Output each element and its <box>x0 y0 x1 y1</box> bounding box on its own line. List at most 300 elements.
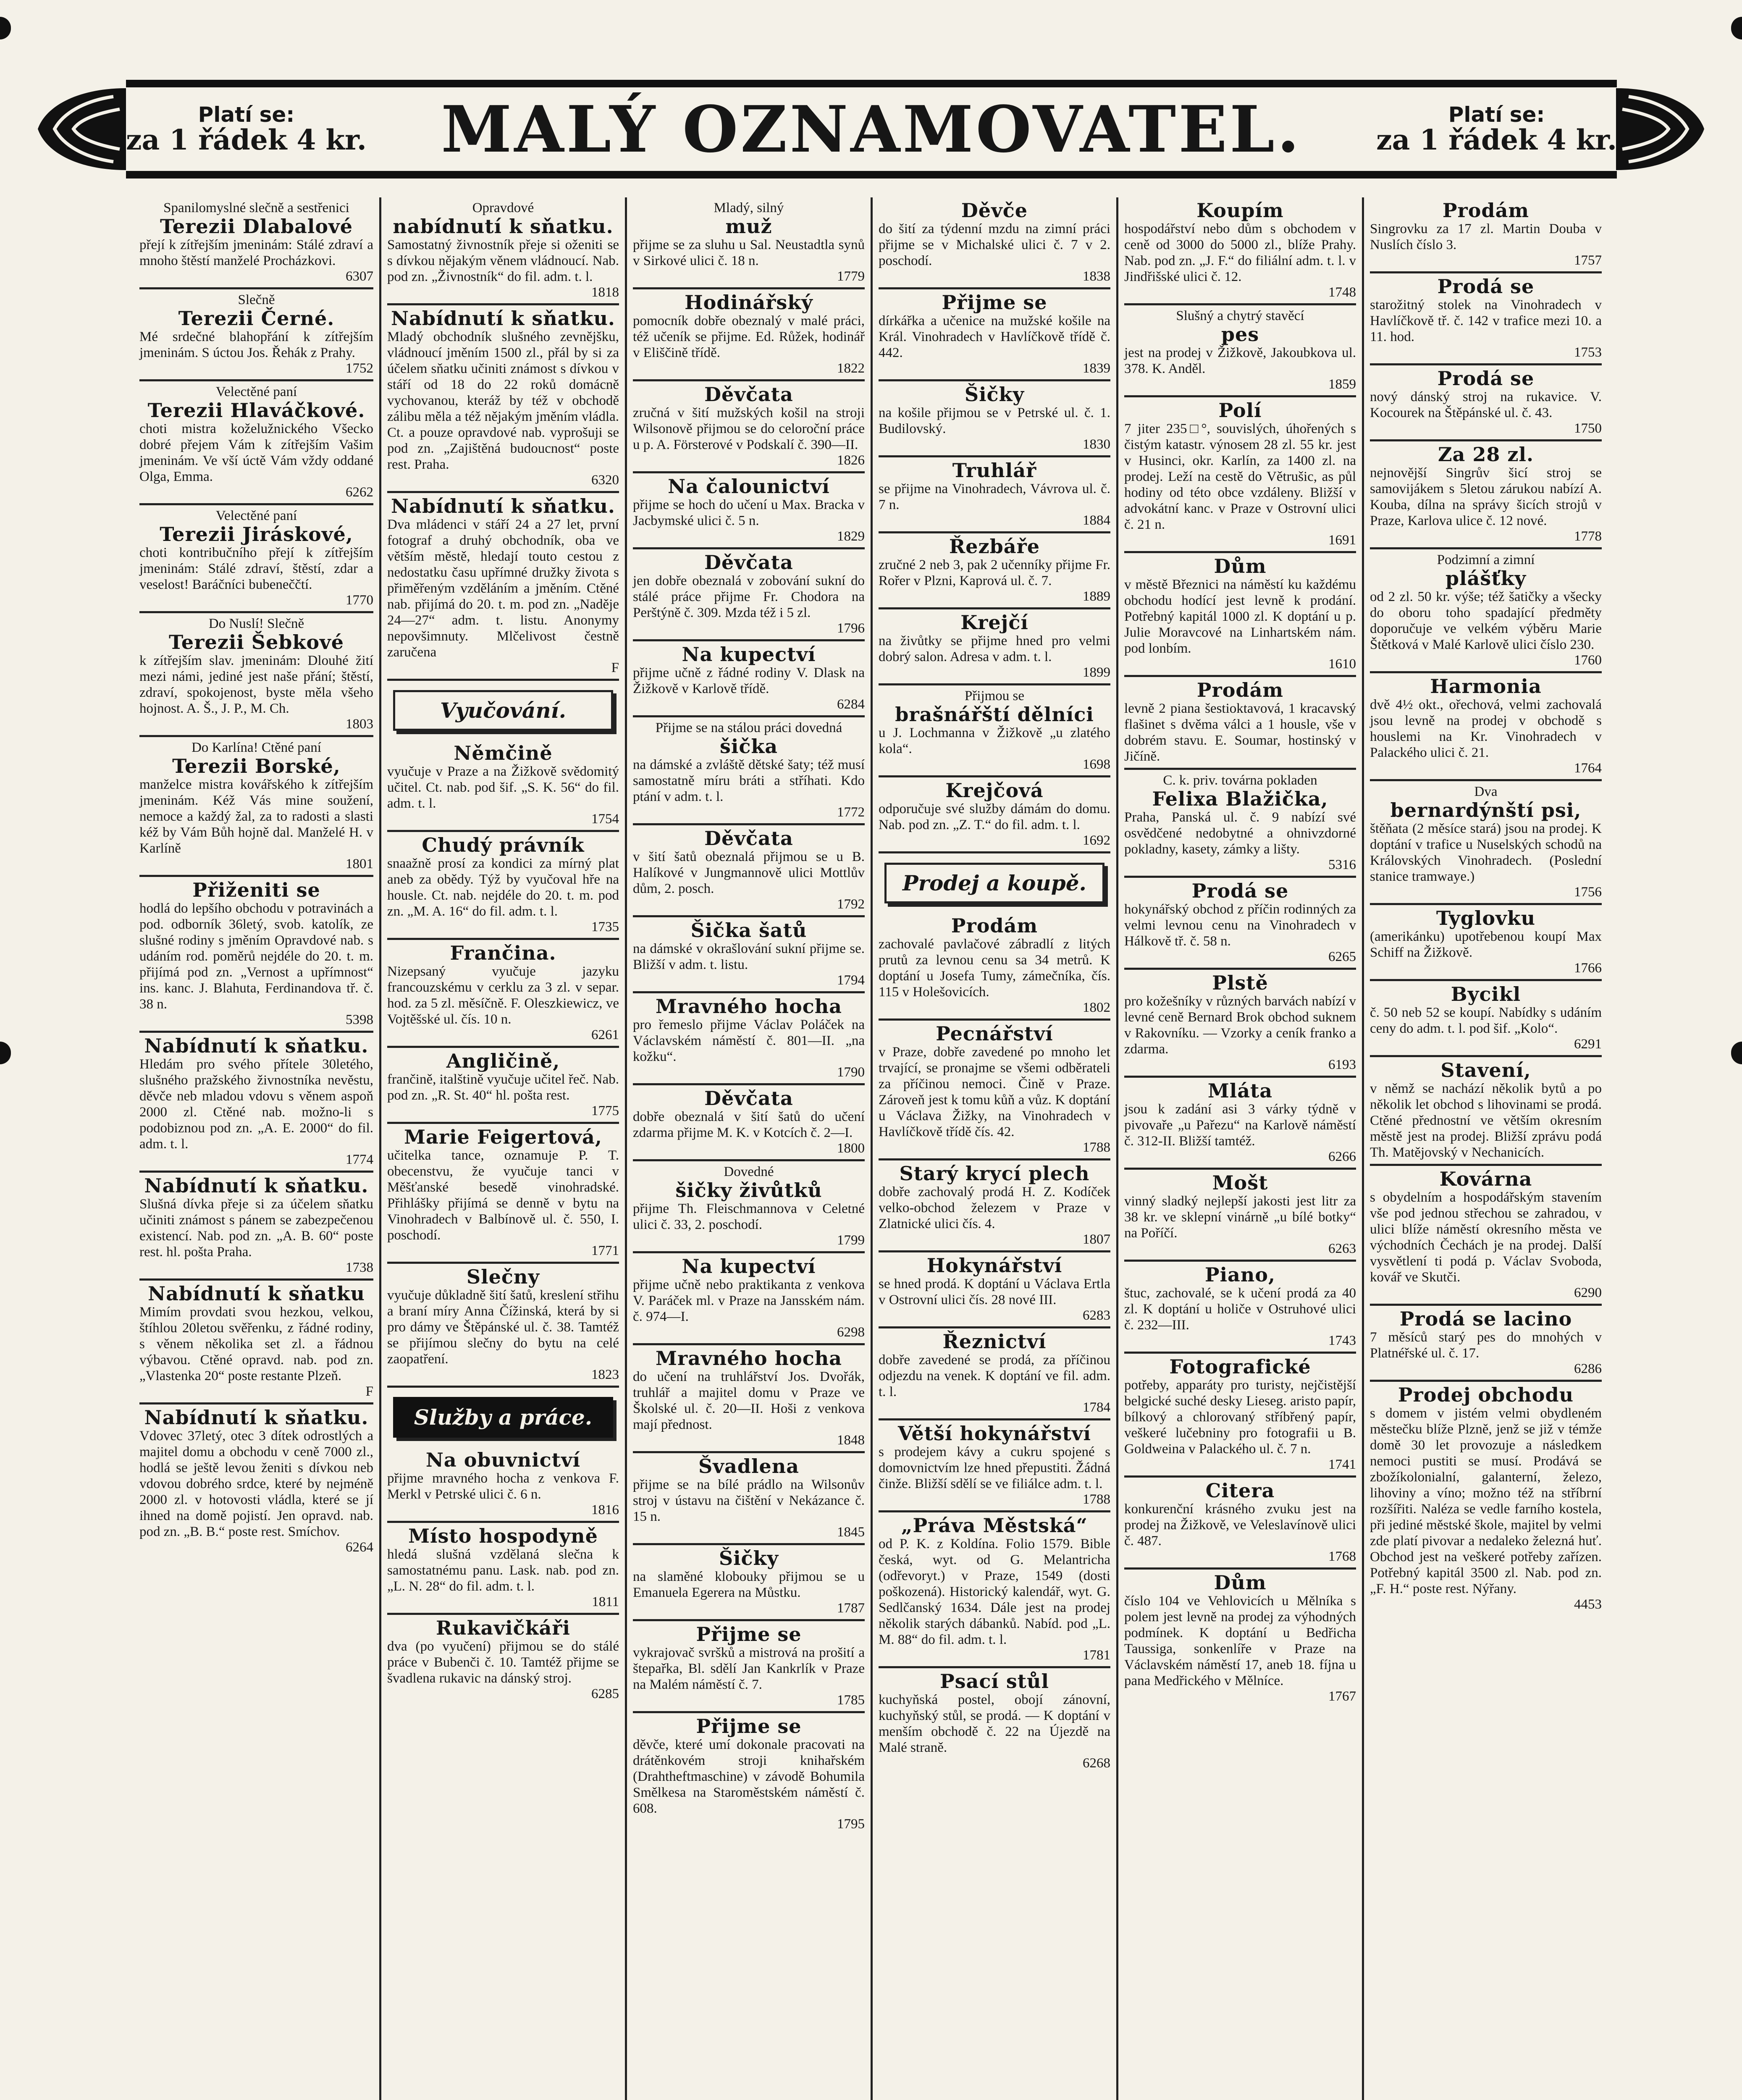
ad-body: jsou k zadání asi 3 várky týdně v pivovaře „u Pařezu“ na Karlově náměstí č. 312-II. Bližší tamtéž. <box>1124 1102 1356 1149</box>
classified-ad <box>633 717 865 825</box>
ad-body: vykrajovač svršků a mistrová na prošití a štepařka, Bl. sdělí Jan Kankrlík v Praze na Malém náměstí č. 7. <box>633 1645 865 1692</box>
ad-number: 1741 <box>1328 1457 1356 1472</box>
ad-headline: Prodá se <box>1437 367 1535 390</box>
ad-headline: Dům <box>1214 555 1267 578</box>
ad-headline: Děvče <box>961 199 1028 222</box>
ad-number: 1788 <box>1083 1140 1110 1155</box>
ad-headline: „Práva Městská“ <box>901 1514 1088 1537</box>
ad-body: přijme se na bílé prádlo na Wilsonův stroj v ústavu na čištění v Nekázance č. 15 n. <box>633 1477 865 1524</box>
ad-body: s prodejem kávy a cukru spojené s domovnictvím lze hned přepustiti. Žádná činže. Bližší sdělí se ve filiálce adm. t. l. <box>879 1444 1110 1491</box>
price-label: Platí se: <box>1448 102 1545 127</box>
classified-columns <box>134 197 1608 2100</box>
classified-ad <box>879 1328 1110 1420</box>
ad-number: 6193 <box>1328 1057 1356 1072</box>
ad-body: pomocník dobře obeznalý v malé práci, též učeník se přijme. Ed. Růžek, hodinář v Eliščině třídě. <box>633 313 865 360</box>
classified-ad <box>1370 549 1602 673</box>
ad-body: Nizepsaný vyučuje jazyku francouzskému v cerklu za 3 zl. v separ. hod. za 5 zl. měsíčně. F. Oleszkiewicz, ve Vojtěšské ul. čís. 10 n. <box>387 964 619 1027</box>
ad-headline: Hodinářský <box>685 291 813 314</box>
ad-headline: Mláta <box>1207 1079 1273 1102</box>
ad-body: vyučuje v Praze a na Žižkově svědomitý učitel. Ct. nab. pod šif. „S. K. 56“ do fil. adm. t. l. <box>387 764 619 811</box>
ad-body: přijme se hoch do učení u Max. Bracka v Jacbymské ulici č. 5 n. <box>633 497 865 528</box>
ad-number: 6291 <box>1574 1037 1602 1052</box>
classified-ad <box>633 1161 865 1253</box>
ad-number: 6268 <box>1083 1756 1110 1771</box>
ad-body: přijme Th. Fleischmannova v Celetné ulici č. 33, 2. poschodí. <box>633 1201 865 1232</box>
ad-number: 6290 <box>1574 1285 1602 1300</box>
ad-body: od 2 zl. 50 kr. výše; též šatičky a všecky do oboru toho spadající předměty doporučuje ve velkém výběru Marie Štětková v Malé Karlově ulici číslo 230. <box>1370 589 1602 652</box>
ad-headline: Harmonia <box>1430 675 1542 698</box>
ad-headline: šičky živůtků <box>675 1179 822 1202</box>
ad-body: na dámské v okrašlování sukní přijme se. Bližší v adm. t. listu. <box>633 941 865 972</box>
ad-body: na živůtky se přijme hned pro velmi dobrý salon. Adresa v adm. t. l. <box>879 633 1110 664</box>
ad-body: u J. Lochmanna v Žižkově „u zlatého kola“. <box>879 725 1110 756</box>
classified-ad <box>1124 770 1356 878</box>
classified-ad <box>1370 673 1602 781</box>
ad-headline: Šičky <box>719 1547 779 1570</box>
ad-number: F <box>365 1384 373 1399</box>
ad-column <box>1362 197 1608 2100</box>
classified-ad <box>1124 878 1356 970</box>
ad-number: 1781 <box>1083 1648 1110 1663</box>
classified-ad <box>139 1033 373 1173</box>
classified-ad <box>633 641 865 717</box>
ad-body: choti mistra koželužnického Všecko dobré přejem Vám k zítřejším Vašim jmeninám. Ve vší úctě Vám vždy oddané Olga, Emma. <box>139 421 373 484</box>
ad-number: 1816 <box>591 1502 619 1517</box>
classified-ad <box>1124 553 1356 677</box>
classified-ad <box>139 737 373 877</box>
ad-intro: Přijme se na stálou práci dovedná <box>655 720 842 735</box>
ad-body: dírkářka a učenice na mužské košile na Král. Vinohradech v Havlíčkově třídě č. 442. <box>879 313 1110 360</box>
ad-body: štěňata (2 měsíce stará) jsou na prodej. K doptání v trafice u Nuselských schodů na Královských Vinohradech. (Poslední stanice tramwaye.) <box>1370 821 1602 884</box>
classified-ad <box>1124 1170 1356 1262</box>
ad-intro: Spanilomyslné slečně a sestřenici <box>163 200 349 215</box>
ad-number: 6266 <box>1328 1149 1356 1164</box>
ad-headline: Nabídnutí k sňatku <box>148 1282 365 1305</box>
ad-number: 6285 <box>591 1686 619 1701</box>
classified-ad <box>1370 1306 1602 1382</box>
classified-ad <box>633 1545 865 1621</box>
ad-headline: Na čalounictví <box>668 475 830 498</box>
classified-ad <box>879 533 1110 609</box>
price-value: za 1 řádek 4 kr. <box>126 123 367 157</box>
ad-intro: Mladý, silný <box>714 200 784 215</box>
classified-ad <box>879 1160 1110 1252</box>
ornament-right-icon <box>1616 80 1713 178</box>
ad-intro: Přijmou se <box>964 688 1025 704</box>
classified-ad <box>1124 677 1356 770</box>
ad-body: jen dobře obeznalá v zobování sukní do stálé práce přijme Fr. Chodora na Perštýně č. 309. Mzda též i 5 zl. <box>633 573 865 620</box>
ad-headline: Nabídnutí k sňatku. <box>144 1034 369 1057</box>
ad-headline: Větší hokynářství <box>898 1422 1091 1445</box>
ad-headline: Kovárna <box>1439 1168 1532 1190</box>
ad-number: 1767 <box>1328 1689 1356 1704</box>
punch-hole <box>1731 17 1742 39</box>
classified-ad <box>633 917 865 993</box>
ad-number: 1802 <box>1083 1000 1110 1015</box>
classified-ad <box>387 305 619 493</box>
ad-headline: Krejčí <box>960 611 1028 634</box>
classified-ad <box>139 1404 373 1558</box>
ad-headline: Dům <box>1214 1571 1267 1594</box>
classified-ad <box>1370 197 1602 273</box>
classified-ad <box>139 877 373 1033</box>
classified-ad <box>387 1447 619 1523</box>
ad-number: 6262 <box>346 485 373 500</box>
classified-ad <box>633 1713 865 1835</box>
ad-intro: C. k. priv. továrna pokladen <box>1163 773 1317 788</box>
ad-headline: Hokynářství <box>926 1254 1063 1277</box>
ad-headline: Nabídnutí k sňatku. <box>391 495 615 517</box>
classified-ad <box>1124 397 1356 553</box>
ad-number: 6283 <box>1083 1308 1110 1323</box>
ad-headline: Šička šatů <box>690 919 807 942</box>
classified-ad <box>879 777 1110 853</box>
classified-ad <box>1370 981 1602 1057</box>
section-heading: Prodej a koupě. <box>884 863 1104 903</box>
classified-ad <box>879 1021 1110 1160</box>
ad-body: na slaměné klobouky přijmou se u Emanuela Egerera na Můstku. <box>633 1569 865 1600</box>
ad-body: levně 2 piana šestioktavová, 1 kracavský flašinet s dvěma válci a 1 housle, vše v dobrém stavu. E. Soumar, hostinský v Jičíně. <box>1124 701 1356 764</box>
ad-number: 1889 <box>1083 589 1110 604</box>
classified-ad <box>387 493 619 681</box>
ad-number: 1774 <box>346 1152 373 1167</box>
ad-number: 1822 <box>837 361 865 376</box>
classified-ad <box>1370 273 1602 365</box>
page-title: MALÝ OZNAMOVATEL. <box>441 92 1302 167</box>
ad-headline: Prodám <box>1442 199 1529 222</box>
classified-ad <box>633 473 865 549</box>
ad-body: k zítřejším slav. jmeninám: Dlouhé žití mezi námi, jediné jest naše přání; štěstí, zdraví, spokojenost, byste měla všeho hojnost. A. Š., J. P., M. Ch. <box>139 653 373 716</box>
ad-number: 1771 <box>591 1243 619 1258</box>
ad-headline: Koupím <box>1196 199 1284 222</box>
ad-number: 1760 <box>1574 653 1602 668</box>
right-price-note <box>1376 104 1617 155</box>
ad-number: 1750 <box>1574 421 1602 436</box>
classified-ad <box>387 1124 619 1264</box>
ad-body: pro řemeslo přijme Václav Poláček na Václavském náměstí č. 801—II. „na kožku“. <box>633 1017 865 1064</box>
ad-headline: Pecnářství <box>936 1022 1053 1045</box>
ad-body: v městě Březnici na náměstí ku každému obchodu hodící jest levně k prodání. Potřebný kapitál 1000 zl. K doptání u p. Julie Moravcové na Linhartském nám. pod lonbím. <box>1124 577 1356 656</box>
ad-number: 1610 <box>1328 656 1356 672</box>
ad-headline: Terezii Dlabalové <box>160 215 353 238</box>
classified-ad <box>1124 970 1356 1078</box>
classified-ad <box>139 197 373 289</box>
classified-ad <box>387 1048 619 1124</box>
ad-number: 1830 <box>1083 437 1110 452</box>
classified-ad <box>633 1453 865 1545</box>
ad-number: 1779 <box>837 269 865 284</box>
ad-number: 1794 <box>837 973 865 988</box>
classified-ad <box>633 1621 865 1713</box>
ad-body: nový dánský stroj na rukavice. V. Kocourek na Štěpánské ul. č. 43. <box>1370 389 1602 420</box>
ad-column <box>379 197 625 2100</box>
ad-body: přijme se za sluhu u Sal. Neustadtla synů v Sirkové ulici č. 18 n. <box>633 237 865 268</box>
ad-number: 1770 <box>346 593 373 608</box>
ad-headline: Na kupectví <box>682 1255 816 1278</box>
ad-headline: Terezii Hlaváčkové. <box>147 399 365 422</box>
ad-headline: Němčině <box>454 742 553 764</box>
ad-body: č. 50 neb 52 se koupí. Nabídky s udáním ceny do adm. t. l. pod šif. „Kolo“. <box>1370 1005 1602 1036</box>
ad-number: 1838 <box>1083 269 1110 284</box>
ad-body: hodlá do lepšího obchodu v potravinách a pod. odborník 36letý, svob. katolík, ze slušné rodiny s jměním Opravdové nab. s udáním rod. poměrů nejdéle do 20. t. m. přijímá pod zn. „Vernost a upřímnost“ ins. kanc. J. Blahuta, Ferdinandova tř. č. 38 n. <box>139 901 373 1012</box>
ad-body: choti kontribučního přejí k zítřejším jmeninám: Stálé zdraví, štěstí, zdar a veselost! Baráčníci bubeneččtí. <box>139 545 373 592</box>
classified-ad <box>139 289 373 381</box>
ad-number: 1788 <box>1083 1492 1110 1507</box>
ad-body: se hned prodá. K doptání u Václava Ertla v Ostrovní ulici čís. 28 nové III. <box>879 1276 1110 1307</box>
ad-headline: Slečny <box>466 1265 540 1288</box>
classified-ad <box>387 832 619 940</box>
punch-hole <box>0 1042 11 1064</box>
ad-number: 1753 <box>1574 345 1602 360</box>
classified-ad <box>1370 441 1602 549</box>
ad-number: 6286 <box>1574 1361 1602 1376</box>
ad-headline: Děvčata <box>704 383 793 406</box>
ad-headline: Prodám <box>1196 679 1284 701</box>
ad-number: 6263 <box>1328 1241 1356 1256</box>
classified-ad <box>1124 1354 1356 1478</box>
ad-headline: Frančina. <box>450 942 556 964</box>
ad-headline: Přijme se <box>942 291 1047 314</box>
ad-intro: Dva <box>1474 784 1498 799</box>
ad-body: na dámské a zvláště dětské šaty; též musí samostatně míru bráti a stříhati. Kdo ptání v adm. t. l. <box>633 757 865 804</box>
ad-body: zachovalé pavlačové zábradlí z litých prutů za levnou cenu sa 34 metrů. K doptání u Josefa Tumy, zámečníka, čís. 115 v Holešovicích. <box>879 937 1110 1000</box>
classified-ad <box>1124 1570 1356 1707</box>
ad-number: 6307 <box>346 269 373 284</box>
ad-number: 1698 <box>1083 757 1110 772</box>
classified-ad <box>1370 781 1602 905</box>
ad-number: 1752 <box>346 361 373 376</box>
ad-body: Dva mládenci v stáří 24 a 27 let, první fotograf a druhý obchodník, oba ve větším městě, hledají touto cestou z nedostatku času upřímné družky života s přiměřeným vzděláním a jměním. Ctěné nab. přijímá do 20. t. m. pod zn. „Naděje 24—27“ adm. t. listu. Anonymy nepovšimnuty. Mlčelivost čestně zaručena <box>387 517 619 660</box>
ad-body: vinný sladký nejlepší jakosti jest litr za 38 kr. ve sklepní vinárně „u bílé botky“ na Poříčí. <box>1124 1194 1356 1241</box>
ad-headline: Děvčata <box>704 827 793 850</box>
ad-number: 1743 <box>1328 1333 1356 1348</box>
ad-number: 1823 <box>591 1367 619 1382</box>
ad-number: 1784 <box>1083 1400 1110 1415</box>
ad-number: 1826 <box>837 453 865 468</box>
ad-headline: Prodám <box>951 914 1038 937</box>
ad-body: číslo 104 ve Vehlovicích u Mělníka s polem jest levně na prodej za výhodných podmínek. K doptání u Bedřicha Taussiga, sonkenlíře v Praze na Václavském náměstí 17, aneb 18. fíjna u pana Medřického v Mělníce. <box>1124 1593 1356 1688</box>
ad-body: manželce mistra kovářského k zítřejším jmeninám. Kéž Vás mine soužení, nemoce a každý žal, za to radosti a slasti kéž by Vám Bůh hojně dal. Manželé H. v Karlíně <box>139 777 373 856</box>
ad-body: učitelka tance, oznamuje P. T. obecenstvu, že vyučuje tanci v Měšťanské besedě vinohradské. Přihlášky přijímá se denně v bytu na Vinohradech v Balbínově ul. č. 550, I. poschodí. <box>387 1148 619 1243</box>
ad-number: 1775 <box>591 1103 619 1118</box>
classified-ad <box>633 825 865 917</box>
ad-body: s domem v jistém velmi obydleném městečku blíže Plzně, jenž se již v témže domě 30 let provozuje a následkem nemoci pustiti se musí. Prodává se zbožíkolonialní, galanterní, železo, lihoviny a víno; možno též na stříbrní rozšířiti. Naléza se vedle farního kostela, při jediné městské škole, majitel by velmi zde platí pivovar a nedaleko železná huť. Obchod jest na veškeré potřeby zařízen. Potřebný kapitál 3500 zl. Nab. pod zn. „F. H.“ poste rest. Nýřany. <box>1370 1406 1602 1596</box>
ad-headline: Přijme se <box>696 1623 802 1646</box>
classified-ad <box>633 549 865 641</box>
classified-ad <box>633 1085 865 1161</box>
ad-intro: Velectěné paní <box>215 508 297 523</box>
ad-number: 1899 <box>1083 665 1110 680</box>
ad-headline: brašnářští dělníci <box>895 703 1094 726</box>
ad-body: (amerikánku) upotřebenou koupí Max Schiff na Žižkově. <box>1370 929 1602 960</box>
ad-number: 1748 <box>1328 285 1356 300</box>
ad-headline: Tyglovku <box>1436 907 1536 929</box>
ad-number: 1787 <box>837 1601 865 1616</box>
classified-ad <box>879 1252 1110 1328</box>
ad-body: Singrovku za 17 zl. Martin Douba v Nuslích číslo 3. <box>1370 221 1602 252</box>
ad-headline: Piano, <box>1204 1263 1275 1286</box>
ad-number: 6264 <box>346 1540 373 1555</box>
ad-body: v šití šatů obeznalá přijmou se u B. Halíkové v Jungmannově ulici Mottlův dům, 2. posch. <box>633 849 865 896</box>
ad-headline: Za 28 zl. <box>1438 443 1534 466</box>
ad-headline: Nabídnutí k sňatku. <box>391 307 615 330</box>
ad-number: 1691 <box>1328 533 1356 548</box>
ad-body: na košile přijmou se v Petrské ul. č. 1. Budilovský. <box>879 405 1110 436</box>
ad-body: zručné 2 neb 3, pak 2 učenníky přijme Fr. Rořer v Plzni, Kaprová ul. č. 7. <box>879 557 1110 588</box>
ad-number: 1799 <box>837 1233 865 1248</box>
ad-body: přejí k zítřejším jmeninám: Stálé zdraví a mnoho štěstí manželé Procházkovi. <box>139 237 373 268</box>
ornament-left-icon <box>29 80 126 178</box>
classified-ad <box>879 913 1110 1021</box>
price-label: Platí se: <box>198 102 295 127</box>
classified-ad <box>139 1173 373 1281</box>
classified-ad <box>1370 365 1602 441</box>
classified-ad <box>387 197 619 305</box>
ad-body: konkurenční krásného zvuku jest na prodej na Žižkově, ve Veleslavínově ulici č. 487. <box>1124 1502 1356 1549</box>
ad-body: přijme mravného hocha z venkova F. Merkl v Petrské ulici č. 6 n. <box>387 1471 619 1502</box>
ad-body: Vdovec 37letý, otec 3 dítek odrostlých a majitel domu a obchodu v ceně 7000 zl., hodlá se ještě levou ženiti s dívkou neb vdovou dobrého srdce, které by nejméně 2000 zl. v hotovosti vládla, které se jí ihned na domě pojistí. Jen opravd. nab. pod zn. „B. B.“ poste rest. Smíchov. <box>139 1428 373 1539</box>
section-heading: Vyučování. <box>393 690 613 731</box>
ad-headline: Starý krycí plech <box>899 1162 1090 1185</box>
ad-number: 1796 <box>837 621 865 636</box>
ad-number: 6284 <box>837 697 865 712</box>
ad-number: F <box>611 660 619 675</box>
classified-ad <box>879 381 1110 457</box>
ad-headline: Šičky <box>964 383 1025 406</box>
classified-ad <box>879 685 1110 777</box>
ad-body: Praha, Panská ul. č. 9 nabízí své osvědčené nedobytné a ohnivzdorné pokladny, kasety, zámky a lišty. <box>1124 810 1356 857</box>
ad-intro: Velectěné paní <box>215 384 297 399</box>
ad-number: 6298 <box>837 1325 865 1340</box>
ad-headline: Krejčová <box>945 779 1044 802</box>
ad-body: Mladý obchodník slušného zevnějšku, vládnoucí jměním 1500 zl., přál by si za účelem sňatku učiniti známost s dívkou v stáří od 18 do 22 roků domácně vychovanou, kteráž by též v obchodě zálibu měla a též nějakým jměním vládla. Ct. a pouze opravdové nab. vyprošuji se pod zn. „Zajištěná budoucnost“ poste rest. Praha. <box>387 329 619 472</box>
classified-ad <box>879 1420 1110 1512</box>
ad-headline: Terezii Šebkové <box>168 631 344 654</box>
ad-headline: Přiženiti se <box>192 879 320 901</box>
ad-intro: Slušný a chytrý stavěcí <box>1176 308 1304 323</box>
ad-headline: Švadlena <box>698 1455 799 1478</box>
ad-body: dva (po vyučení) přijmou se do stálé práce v Bubenči č. 10. Tamtéž přijme se švadlena rukavic na dánský stroj. <box>387 1639 619 1686</box>
classified-ad <box>879 1512 1110 1668</box>
classified-ad <box>387 1615 619 1705</box>
ad-body: Slušná dívka přeje si za účelem sňatku učiniti známost s pánem se zabezpečenou existencí. Nab. pod zn. „A. B. 60“ poste rest. hl. pošta Praha. <box>139 1197 373 1260</box>
ad-number: 1803 <box>346 717 373 732</box>
ad-body: od P. K. z Koldína. Folio 1579. Bible česká, wyt. od G. Melantricha (odřevoryt.) v Praze, 1549 (dosti poškozená). Historický kalendář, wyt. G. Sedlčanský 1634. Dále jest na prodej několik starých dábanků. Nabíd. pod „L. M. 88“ do fil. adm. t. l. <box>879 1536 1110 1647</box>
ad-number: 1795 <box>837 1816 865 1832</box>
ad-headline: Citera <box>1205 1479 1275 1502</box>
classified-ad <box>633 289 865 381</box>
classified-ad <box>633 993 865 1085</box>
ad-headline: Místo hospodyně <box>408 1525 598 1547</box>
classified-ad <box>633 1345 865 1453</box>
ad-number: 1807 <box>1083 1232 1110 1247</box>
ad-headline: šička <box>719 735 778 758</box>
ad-headline: pes <box>1221 323 1259 346</box>
ad-number: 1772 <box>837 805 865 820</box>
ad-number: 1800 <box>837 1141 865 1156</box>
ad-headline: bernardýnští psi, <box>1390 799 1582 822</box>
ad-headline: Chudý právník <box>422 834 585 856</box>
ad-body: Hledám pro svého přítele 30letého, slušného pražského živnostníka nevěstu, děvče neb mladou vdovu s věnem aspoň 2000 zl. Ctěné nab. možno-li s podobiznou pod zn. „A. E. 2000“ do fil. adm. t. l. <box>139 1057 373 1152</box>
ad-number: 5316 <box>1328 857 1356 872</box>
ad-headline: Děvčata <box>704 1087 793 1110</box>
ad-body: 7 měsíců starý pes do mnohých v Platnéřské ul. č. 17. <box>1370 1330 1602 1361</box>
ad-headline: Rukavičkáři <box>436 1617 570 1639</box>
classified-ad <box>879 197 1110 289</box>
ad-number: 1811 <box>592 1594 619 1609</box>
left-price-note <box>126 104 367 155</box>
ad-body: Mé srdečné blahopřání k zítřejším jmeninám. S úctou Jos. Řehák z Prahy. <box>139 329 373 360</box>
ad-body: v Praze, dobře zavedené po mnoho let trvající, se pronajme se všemi odběrateli za příčinou nemoci. Čině v Praze. Zároveň jest k tomu kůň a vůz. K doptání u Václava Žižky, na Vinohradech v Havlíčkově třídě čís. 42. <box>879 1045 1110 1139</box>
ad-body: do učení na truhlářství Jos. Dvořák, truhlář a majitel domu v Praze ve Školské ul. č. 20—II. Hoši z venkova mají přednost. <box>633 1369 865 1432</box>
classified-ad <box>139 381 373 505</box>
classified-ad <box>1124 1478 1356 1570</box>
ad-body: Mimím provdati svou hezkou, velkou, štíhlou 20letou svěřenku, z řádné rodiny, s věnem několika set zl. a řádnou výbavou. Ctěné opravd. nab. pod zn. „Vlastenka 20“ poste restante Plzeň. <box>139 1305 373 1383</box>
ad-headline: Marie Feigertová, <box>404 1126 602 1148</box>
classified-ad <box>1370 1057 1602 1166</box>
ad-headline: Felixa Blažička, <box>1152 788 1328 810</box>
ad-number: 1735 <box>591 919 619 934</box>
ad-number: 1829 <box>837 529 865 544</box>
ad-body: vyučuje důkladně šití šatů, kreslení střihu a braní míry Anna Čížinská, která by si pro dámy ve Štěpánské ul. č. 38. Tamtéž se přijímou slečny do bytu na celé zaopatření. <box>387 1288 619 1367</box>
classified-ad <box>879 1668 1110 1774</box>
ad-headline: Stavení, <box>1440 1059 1531 1082</box>
ad-body: dobře obeznalá v šití šatů do učení zdarma přijme M. K. v Kotcích č. 2—I. <box>633 1109 865 1140</box>
ad-headline: Bycikl <box>1451 983 1521 1005</box>
classified-ad <box>387 940 619 1048</box>
ad-headline: Na kupectví <box>682 643 816 666</box>
ad-number: 1756 <box>1574 885 1602 900</box>
classified-ad <box>633 1253 865 1345</box>
classified-ad <box>139 613 373 737</box>
ad-headline: Mošt <box>1212 1171 1268 1194</box>
ad-number: 1845 <box>837 1525 865 1540</box>
ad-headline: Přijme se <box>696 1715 802 1738</box>
ad-number: 5398 <box>346 1012 373 1027</box>
section-heading: Služby a práce. <box>393 1397 613 1438</box>
ad-number: 1754 <box>591 811 619 827</box>
ad-body: hokynářský obchod z příčin rodinných za velmi levnou cenu na Vinohradech v Hálkově tř. č. 58 n. <box>1124 902 1356 949</box>
ad-number: 1757 <box>1574 253 1602 268</box>
ad-column <box>1116 197 1362 2100</box>
ad-headline: plášťky <box>1445 567 1527 590</box>
ad-number: 1768 <box>1328 1549 1356 1564</box>
ad-number: 1764 <box>1574 761 1602 776</box>
ad-column <box>871 197 1116 2100</box>
ad-intro: Dovedné <box>724 1164 774 1179</box>
ad-number: 1859 <box>1328 377 1356 392</box>
ad-intro: Opravdové <box>472 200 534 215</box>
ad-number: 1790 <box>837 1065 865 1080</box>
ad-headline: Prodej obchodu <box>1398 1383 1574 1406</box>
ad-number: 1785 <box>837 1693 865 1708</box>
ad-headline: Plstě <box>1212 971 1268 994</box>
classified-ad <box>387 1264 619 1388</box>
classified-ad <box>1124 305 1356 397</box>
ad-intro: Do Nuslí! Slečně <box>208 616 304 631</box>
masthead-banner <box>126 80 1617 178</box>
ad-body: děvče, které umí dokonale pracovati na drátěnkovém stroji knihařském (Drahtheftmaschine) v závodě Bohumila Smělkesa na Staroměstském náměstí č. 608. <box>633 1737 865 1816</box>
classified-ad <box>633 197 865 289</box>
punch-hole <box>1731 1042 1742 1064</box>
ad-headline: Terezii Jiráskové, <box>160 523 353 546</box>
ad-headline: Terezii Černé. <box>178 307 335 330</box>
ad-body: štuc, zachovalé, se k učení prodá za 40 zl. K doptání u holiče v Ostruhové ulici č. 232—III. <box>1124 1286 1356 1333</box>
ad-headline: Prodá se <box>1191 879 1289 902</box>
ad-number: 1818 <box>591 285 619 300</box>
ad-body: zručná v šití mužských košil na stroji Wilsonově přijmou se do celoroční práce u p. A. Försterové v Podskalí č. 390—II. <box>633 405 865 452</box>
ad-body: snaažně prosí za kondici za mírný plat aneb za obědy. Týž by vyučoval hře na housle. Ct. nab. nejdéle do 20. t. m. pod zn. „M. A. 16“ do fil. adm. t. l. <box>387 856 619 919</box>
